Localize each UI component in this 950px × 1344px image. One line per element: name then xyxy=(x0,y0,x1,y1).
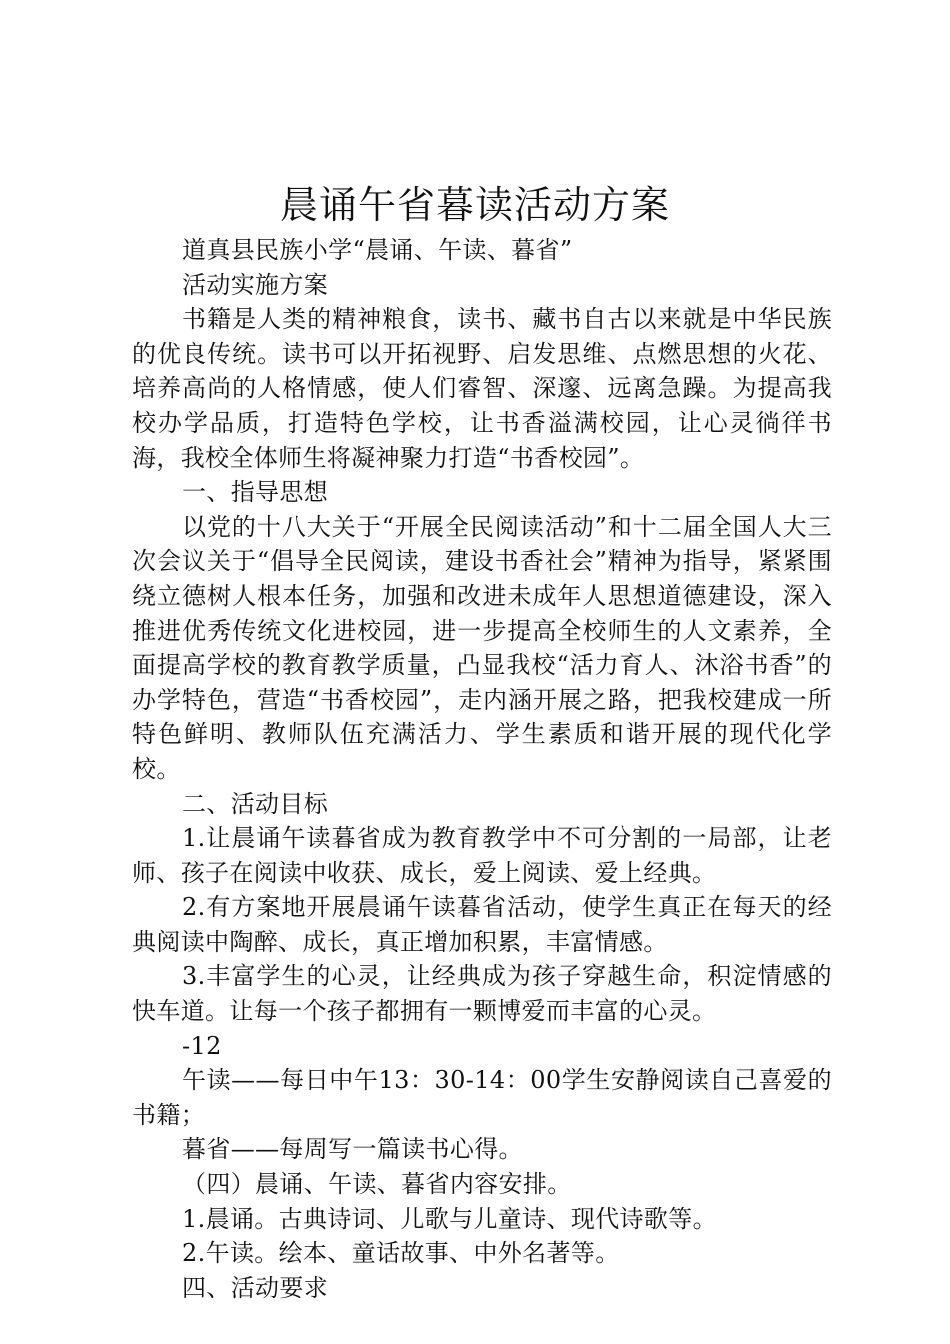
paragraph-noon-reading: 午读——每日中午13：30-14：00学生安静阅读自己喜爱的书籍； xyxy=(132,1066,832,1129)
section-heading-requirements: 四、活动要求 xyxy=(182,1273,329,1302)
list-item-content-1: 1.晨诵。古典诗词、儿歌与儿童诗、现代诗歌等。 xyxy=(182,1204,717,1233)
list-item-goal-3: 3.丰富学生的心灵，让经典成为孩子穿越生命，积淀情感的快车道。让每一个孩子都拥有一颗博爱而丰富的心灵。 xyxy=(132,962,832,1026)
section-heading-activity-goals: 二、活动目标 xyxy=(182,789,329,818)
paragraph-plan-subtitle: 活动实施方案 xyxy=(182,270,329,299)
list-item-content-2: 2.午读。绘本、童话故事、中外名著等。 xyxy=(182,1239,620,1268)
document-title: 晨诵午省暮读活动方案 xyxy=(279,183,670,227)
subsection-heading-content: （四）晨诵、午读、暮省内容安排。 xyxy=(182,1170,572,1199)
document-body xyxy=(132,233,832,1305)
section-heading-guiding-thought: 一、指导思想 xyxy=(182,478,329,507)
paragraph-evening-reflection: 暮省——每周写一篇读书心得。 xyxy=(182,1135,523,1164)
list-item-goal-2: 2.有方案地开展晨诵午读暮省活动，使学生真正在每天的经典阅读中陶醉、成长，真正增加积累，丰富情感。 xyxy=(132,893,832,956)
list-item-goal-1: 1.让晨诵午读暮省成为教育教学中不可分割的一局部，让老师、孩子在阅读中收获、成长，爱上阅读、爱上经典。 xyxy=(132,824,832,887)
paragraph-school-heading: 道真县民族小学“晨诵、午读、暮省” xyxy=(182,236,573,264)
paragraph-guiding-thought: 以党的十八大关于“开展全民阅读活动”和十二届全国人大三次会议关于“倡导全民阅读，建设书香社会”精神为指导，紧紧围绕立德树人根本任务，加强和改进未成年人思想道德建设，深入推进优秀传统文化进校园，进一步提高全校师生的人文素养，全面提高学校的教育教学质量，凸显我校“活力育人、沐浴书香”的办学特色，营造“书香校园”，走内涵开展之路，把我校建成一所特色鲜明、教师队伍充满活力、学生素质和谐开展的现代化学校。 xyxy=(132,512,832,783)
page-marker: -12 xyxy=(182,1031,222,1060)
paragraph-intro: 书籍是人类的精神粮食，读书、藏书自古以来就是中华民族的优良传统。读书可以开拓视野、启发思维、点燃思想的火花、培养高尚的人格情感，使人们睿智、深邃、远离急躁。为提高我校办学品质，打造特色学校，让书香溢满校园，让心灵徜徉书海，我校全体师生将凝神聚力打造“书香校园”。 xyxy=(132,305,832,472)
